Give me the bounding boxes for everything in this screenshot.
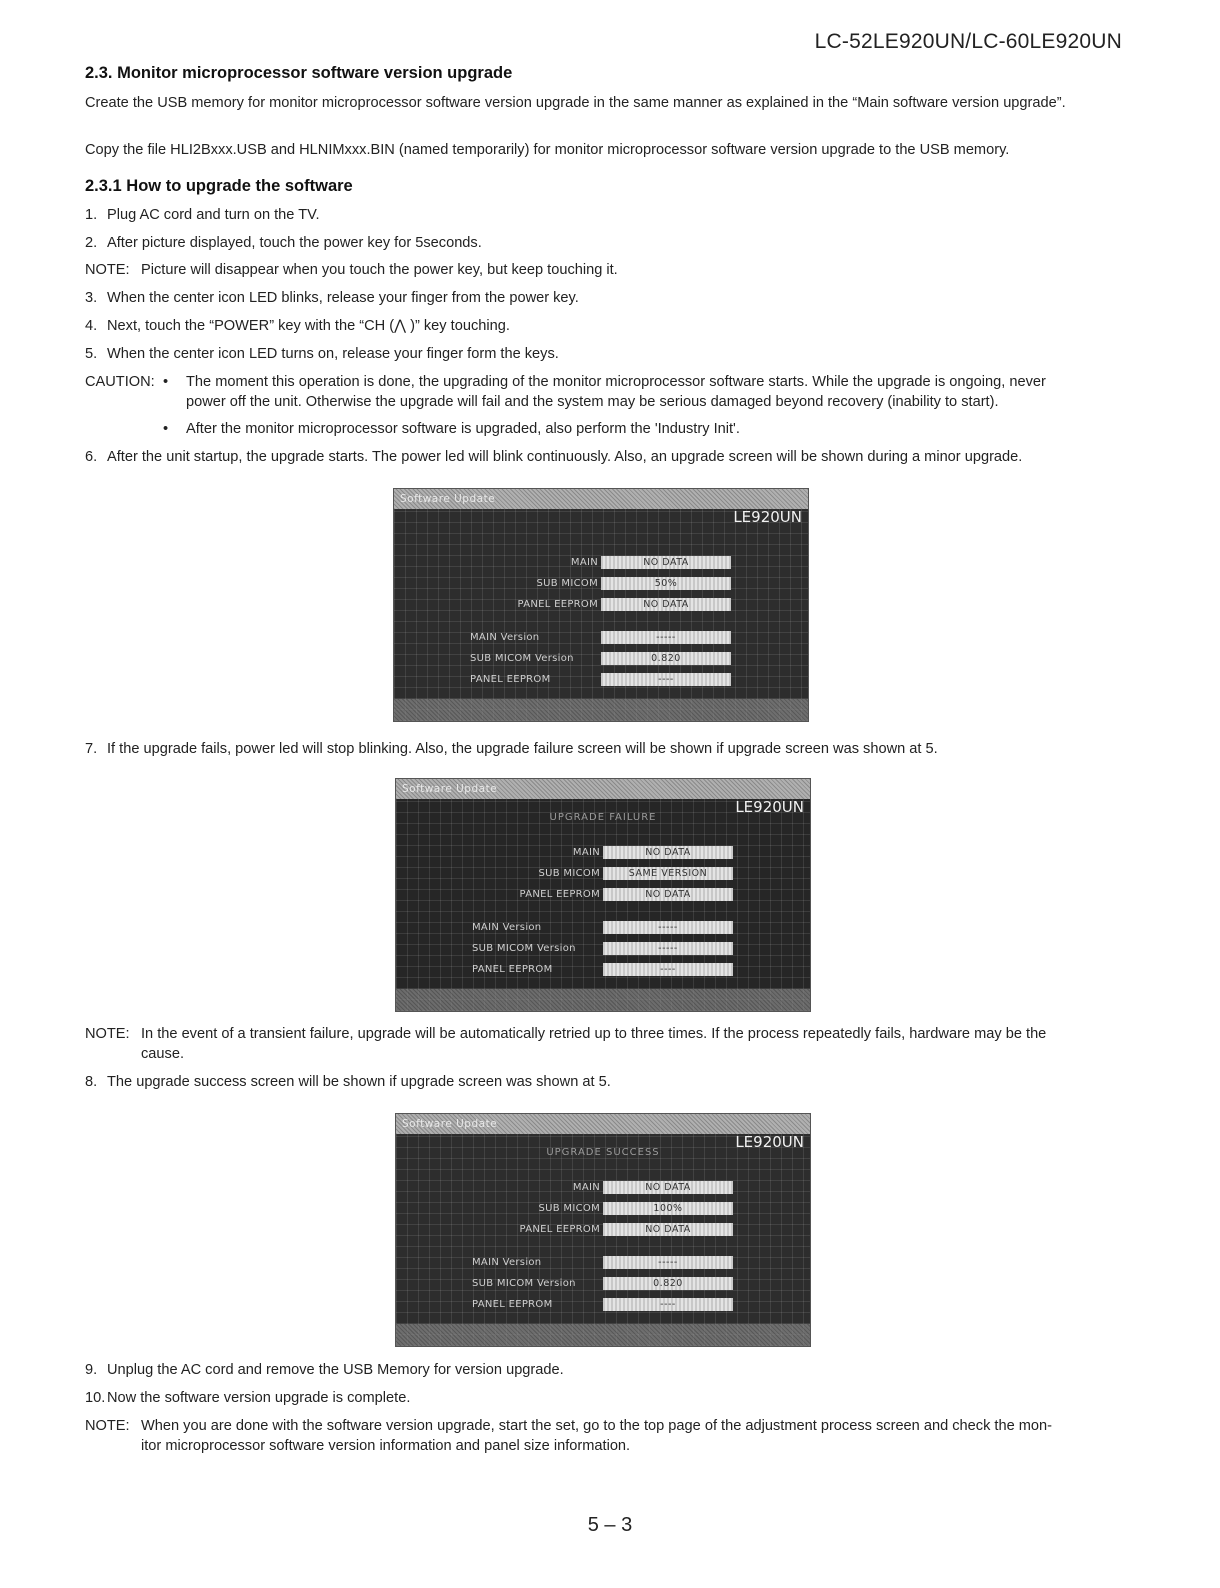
row-value: ----- (601, 631, 731, 644)
row-panel-eeprom-version (394, 673, 808, 687)
screen-status: UPGRADE SUCCESS (546, 1147, 660, 1158)
screen-model: LE920UN (735, 798, 804, 816)
caution-label: CAUTION: (85, 374, 155, 390)
note-picture (85, 260, 1125, 280)
row-value: 50% (601, 577, 731, 590)
row-main (396, 846, 810, 860)
failure-screen (395, 778, 811, 1012)
note-label: NOTE: (85, 1418, 130, 1434)
row-label: SUB MICOM (536, 578, 598, 589)
success-screen (395, 1113, 811, 1347)
row-value: NO DATA (603, 888, 733, 901)
row-value: ----- (603, 921, 733, 934)
step-8 (85, 1072, 1125, 1092)
note-text-1: In the event of a transient failure, upgrade will be automatically retried up to three times. If the process repeatedly fails, hardware may be the (141, 1026, 1047, 1042)
subsection-title: 2.3.1 How to upgrade the software (85, 177, 353, 195)
step-7 (85, 739, 1125, 759)
caution-text-2: After the monitor microprocessor software is upgraded, also perform the 'Industry Init'. (186, 421, 740, 437)
row-label: MAIN (572, 847, 600, 858)
step-number: 1. (85, 207, 98, 223)
step-5 (85, 344, 1125, 364)
row-label: PANEL EEPROM (470, 674, 551, 685)
step-number: 5. (85, 346, 98, 362)
row-value: ---- (601, 673, 731, 686)
screen-model: LE920UN (733, 508, 802, 526)
screen-bottom-band (396, 1324, 810, 1346)
step-text: Unplug the AC cord and remove the USB Memory for version upgrade. (107, 1362, 564, 1378)
caution-bullet: • (163, 421, 169, 437)
row-label: PANEL EEPROM (519, 889, 600, 900)
row-sub-micom (396, 1202, 810, 1216)
screen-titlebar: Software Update (396, 1114, 810, 1134)
row-value: 0.820 (603, 1277, 733, 1290)
step-number: 3. (85, 290, 98, 306)
row-label: PANEL EEPROM (472, 964, 553, 975)
step-6 (85, 447, 1125, 467)
row-value: ----- (603, 942, 733, 955)
row-main-version (396, 1256, 810, 1270)
caution-text-1a: The moment this operation is done, the upgrading of the monitor microprocessor software starts. While the upgrade is ongoing, never (186, 374, 1046, 390)
row-label: MAIN Version (472, 922, 542, 933)
row-value: ---- (603, 963, 733, 976)
row-value: NO DATA (603, 1223, 733, 1236)
screen-model: LE920UN (735, 1133, 804, 1151)
step-number: 4. (85, 318, 98, 334)
row-label: PANEL EEPROM (517, 599, 598, 610)
caution-bullet: • (163, 374, 169, 390)
screen-titlebar: Software Update (394, 489, 808, 509)
row-value: ----- (603, 1256, 733, 1269)
note-label: NOTE: (85, 262, 130, 278)
row-panel-eeprom (394, 598, 808, 612)
row-main (394, 556, 808, 570)
row-label: MAIN (572, 1182, 600, 1193)
row-label: PANEL EEPROM (519, 1224, 600, 1235)
step-text: Now the software version upgrade is complete. (107, 1390, 411, 1406)
section-para-copy: Copy the file HLI2Bxxx.USB and HLNIMxxx.BIN (named temporarily) for monitor microprocessor software version upgrade to the USB memory. (85, 142, 1010, 158)
upgrade-screen (393, 488, 809, 722)
model-header: LC-52LE920UN/LC-60LE920UN (814, 30, 1122, 53)
step-2 (85, 233, 1125, 253)
row-main-version (396, 921, 810, 935)
page-number: 5 – 3 (587, 1514, 633, 1536)
step-10 (85, 1388, 1125, 1408)
row-label: MAIN Version (470, 632, 540, 643)
row-value: 0.820 (601, 652, 731, 665)
step-number: 10. (85, 1390, 106, 1406)
screen-status: UPGRADE FAILURE (549, 812, 657, 823)
step-text: When the center icon LED turns on, release your finger form the keys. (107, 346, 559, 362)
section-title: 2.3. Monitor microprocessor software version upgrade (85, 64, 513, 82)
row-value: ---- (603, 1298, 733, 1311)
row-value: NO DATA (601, 556, 731, 569)
row-label: PANEL EEPROM (472, 1299, 553, 1310)
row-sub-micom-version (396, 1277, 810, 1291)
row-sub-micom-version (394, 652, 808, 666)
row-sub-micom (396, 867, 810, 881)
row-panel-eeprom-version (396, 963, 810, 977)
caution-block (85, 372, 1125, 442)
step-text: After the unit startup, the upgrade starts. The power led will blink continuously. Also, an upgrade screen will be shown during a minor upgrade. (107, 449, 1023, 465)
row-panel-eeprom-version (396, 1298, 810, 1312)
note-text-1: When you are done with the software version upgrade, start the set, go to the top page of the adjustment process screen and check the mon- (141, 1418, 1053, 1434)
note-text-2: cause. (141, 1046, 184, 1062)
row-label: SUB MICOM Version (472, 943, 576, 954)
step-text: Plug AC cord and turn on the TV. (107, 207, 320, 223)
step-3 (85, 288, 1125, 308)
row-panel-eeprom (396, 888, 810, 902)
row-value: NO DATA (601, 598, 731, 611)
screen-bottom-band (394, 699, 808, 721)
step-text: If the upgrade fails, power led will stop blinking. Also, the upgrade failure screen will be shown if upgrade screen was shown at 5. (107, 741, 938, 757)
row-label: SUB MICOM Version (472, 1278, 576, 1289)
row-main-version (394, 631, 808, 645)
step-number: 7. (85, 741, 98, 757)
note-label: NOTE: (85, 1026, 130, 1042)
step-1 (85, 205, 1125, 225)
step-number: 2. (85, 235, 98, 251)
row-panel-eeprom (396, 1223, 810, 1237)
step-number: 8. (85, 1074, 98, 1090)
row-sub-micom-version (396, 942, 810, 956)
step-number: 6. (85, 449, 98, 465)
step-4 (85, 316, 1125, 336)
step-text: Next, touch the “POWER” key with the “CH (⋀ )” key touching. (107, 318, 510, 334)
row-value: 100% (603, 1202, 733, 1215)
row-main (396, 1181, 810, 1195)
step-9 (85, 1360, 1125, 1380)
row-value: NO DATA (603, 1181, 733, 1194)
note-final (85, 1416, 1125, 1456)
note-retry (85, 1024, 1125, 1064)
row-label: SUB MICOM (538, 1203, 600, 1214)
row-sub-micom (394, 577, 808, 591)
screen-bottom-band (396, 989, 810, 1011)
row-value: NO DATA (603, 846, 733, 859)
row-value: SAME VERSION (603, 867, 733, 880)
row-label: SUB MICOM (538, 868, 600, 879)
row-label: MAIN (570, 557, 598, 568)
step-text: After picture displayed, touch the power key for 5seconds. (107, 235, 482, 251)
note-text: Picture will disappear when you touch the power key, but keep touching it. (141, 262, 618, 278)
section-para-usb: Create the USB memory for monitor microprocessor software version upgrade in the same manner as explained in the “Main software version upgrade”. (85, 95, 1066, 111)
step-text: The upgrade success screen will be shown if upgrade screen was shown at 5. (107, 1074, 611, 1090)
screen-titlebar: Software Update (396, 779, 810, 799)
step-number: 9. (85, 1362, 98, 1378)
row-label: SUB MICOM Version (470, 653, 574, 664)
row-label: MAIN Version (472, 1257, 542, 1268)
note-text-2: itor microprocessor software version information and panel size information. (141, 1438, 631, 1454)
step-text: When the center icon LED blinks, release your finger from the power key. (107, 290, 579, 306)
caution-text-1b: power off the unit. Otherwise the upgrade will fail and the system may be serious damaged beyond recovery (inability to start). (186, 394, 999, 410)
